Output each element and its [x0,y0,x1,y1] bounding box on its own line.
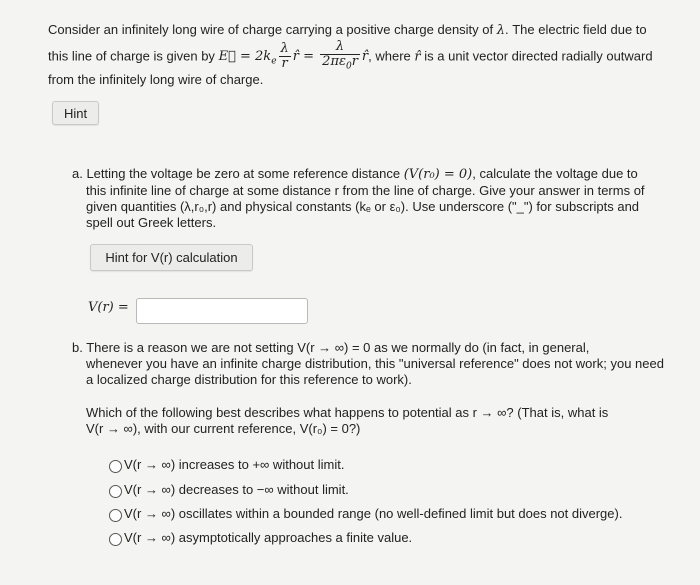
option-3-radio[interactable] [109,509,122,522]
option-4-radio[interactable] [109,533,122,546]
intro-line-2 [48,40,698,70]
part-b-line-3: a localized charge distribution for this reference to work). [86,372,412,387]
option-4-label[interactable]: V(r → ∞) asymptotically approaches a finite value. [124,530,413,545]
intro-text: , where [368,48,411,64]
part-a-line-3: given quantities (λ,r₀,r) and physical constants (kₑ or ε₀). Use underscore ("_") for subscripts and [86,199,640,214]
hint-button[interactable]: Hint [52,101,99,125]
part-b-line-1: b. There is a reason we are not setting V(r → ∞) = 0 as we normally do (in fact, in general, [72,340,590,355]
intro-text: this line of charge is given by [48,48,215,64]
part-a-text-1: a. Letting the voltage be zero at some reference distance [72,166,401,181]
voltage-answer-input[interactable] [136,298,308,324]
r-hat-symbol: r̂ [414,49,421,65]
option-2-radio[interactable] [109,485,122,498]
part-a-text [72,166,692,231]
part-a-line-1 [72,166,692,183]
intro-line-3: from the infinitely long wire of charge. [48,72,264,87]
lambda-symbol: λ [496,23,505,38]
option-3-label[interactable]: V(r → ∞) oscillates within a bounded range (no well-defined limit but does not diverge). [124,506,623,521]
option-1-radio[interactable] [109,460,122,473]
part-a-line-4: spell out Greek letters. [86,215,217,230]
question-line-2: V(r → ∞), with our current reference, V(r₀) = 0?) [86,421,361,436]
part-a-line-2: this infinite line of charge at some distance r from the line of charge. Give your answer in terms of [86,183,645,198]
part-b-question [86,405,686,437]
hint-vr-button[interactable]: Hint for V(r) calculation [90,244,253,271]
reference-equation: (V(r₀) = 0) [403,167,473,182]
part-b-text [72,340,692,388]
part-b-line-2: whenever you have an infinite charge distribution, this "universal reference" does not work; you need [86,356,664,371]
intro-text: Consider an infinitely long wire of charge carrying a positive charge density of [48,22,494,37]
option-2-label[interactable]: V(r → ∞) decreases to −∞ without limit. [124,482,349,497]
intro-text: is a unit vector directed radially outward [424,48,653,64]
part-a-text-1-end: , calculate the voltage due to [472,166,638,181]
question-line-1: Which of the following best describes what happens to potential as r → ∞? (That is, what is [86,405,609,420]
field-equation: E⃗ = $2k_e$ $\frac{\lambda}{r}$ r̂ = $\frac{\lambda}{2\pi\varepsilon_0r}$ r̂ [218,39,369,72]
option-1-label[interactable]: V(r → ∞) increases to +∞ without limit. [124,457,345,472]
answer-label: V(r) = [88,300,129,315]
intro-text-end: . The electric field due to [505,22,647,37]
